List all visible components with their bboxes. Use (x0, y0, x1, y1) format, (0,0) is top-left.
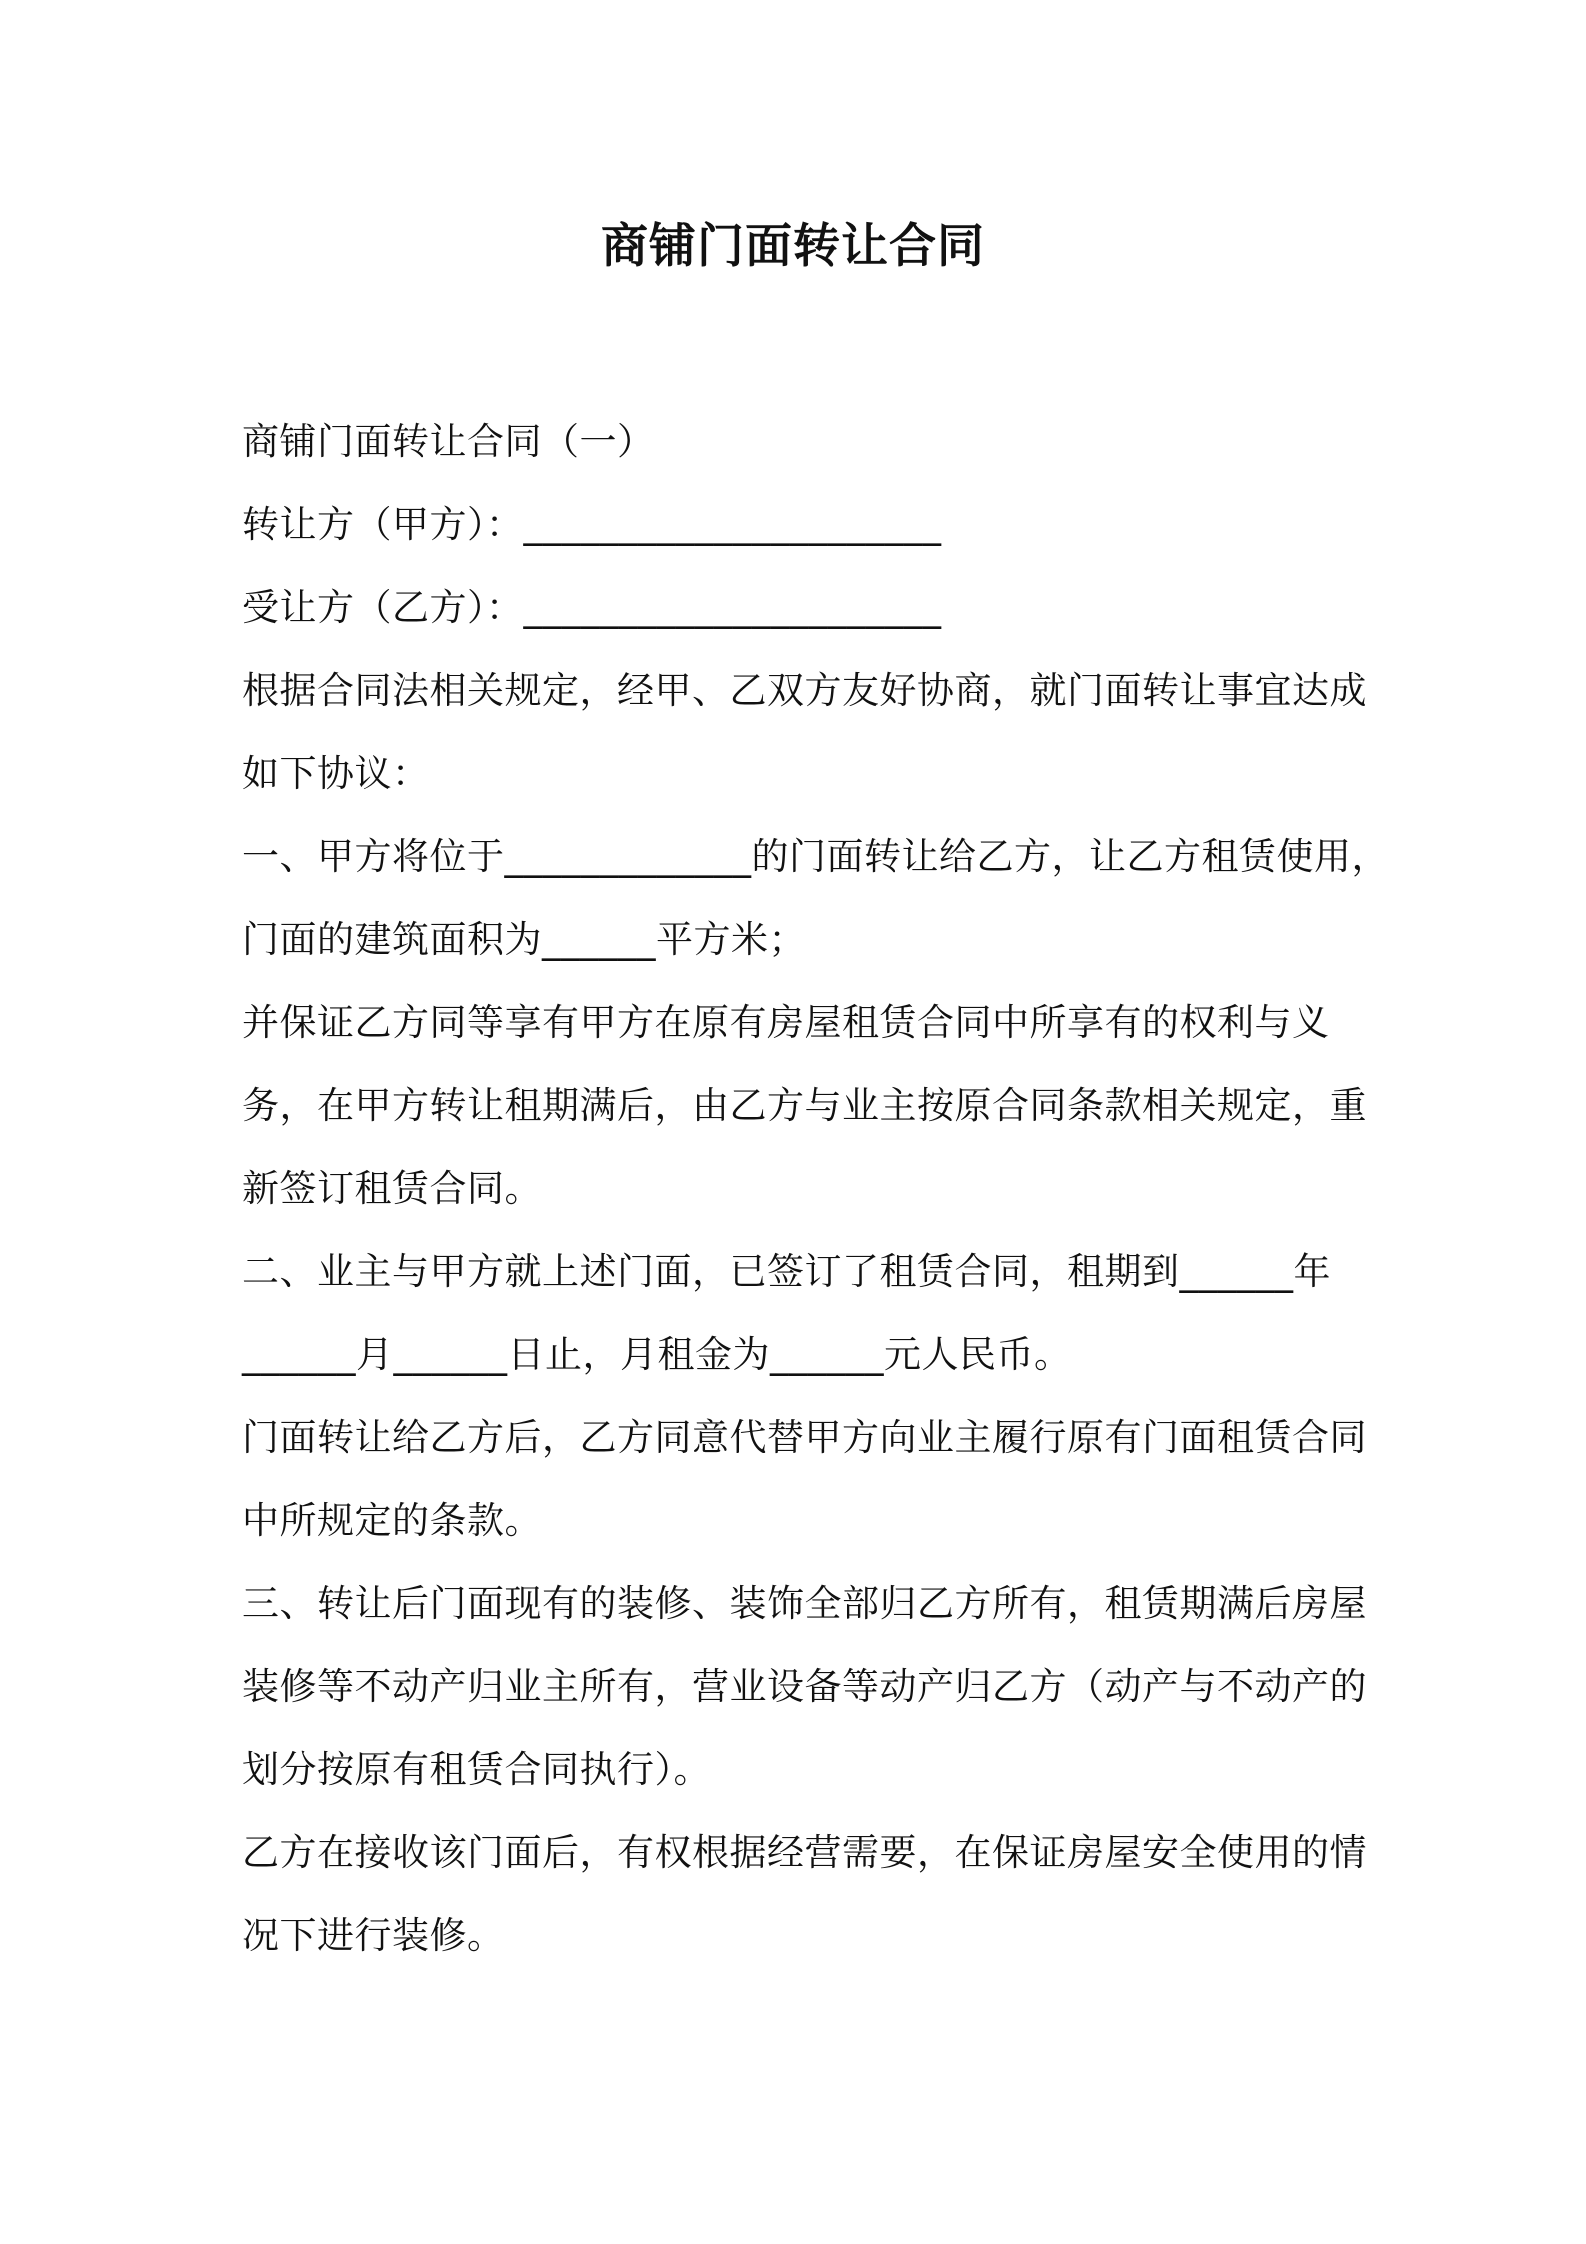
paragraph-line: 门面转让给乙方后，乙方同意代替甲方向业主履行原有门面租赁合同 (242, 1416, 1367, 1459)
paragraph-line: 装修等不动产归业主所有，营业设备等动产归乙方（动产与不动产的 (242, 1665, 1367, 1708)
paragraph-line: 根据合同法相关规定，经甲、乙双方友好协商，就门面转让事宜达成 (242, 669, 1367, 712)
paragraph-line: 门面的建筑面积为______平方米； (242, 918, 806, 961)
document-title: 商铺门面转让合同 (601, 219, 985, 274)
transferee-line: 受让方（乙方）：______________________ (242, 586, 942, 629)
paragraph-line: ______月______日止，月租金为______元人民币。 (242, 1333, 1072, 1376)
paragraph-line: 务，在甲方转让租期满后，由乙方与业主按原合同条款相关规定，重 (242, 1084, 1367, 1127)
paragraph-line: 三、转让后门面现有的装修、装饰全部归乙方所有，租赁期满后房屋 (242, 1582, 1367, 1625)
paragraph-line: 乙方在接收该门面后，有权根据经营需要，在保证房屋安全使用的情 (242, 1831, 1367, 1874)
section-heading: 商铺门面转让合同（一） (242, 420, 655, 463)
paragraph-line: 划分按原有租赁合同执行）。 (242, 1748, 711, 1791)
paragraph-line: 中所规定的条款。 (242, 1499, 542, 1542)
paragraph-line: 新签订租赁合同。 (242, 1167, 542, 1210)
document-body (242, 400, 1389, 1977)
paragraph-line: 一、甲方将位于_____________的门面转让给乙方，让乙方租赁使用， (242, 835, 1389, 878)
paragraph-line: 如下协议： (242, 752, 430, 795)
paragraph-line: 二、业主与甲方就上述门面，已签订了租赁合同，租期到______年 (242, 1250, 1331, 1293)
transferor-line: 转让方（甲方）：______________________ (242, 503, 942, 546)
paragraph-line: 并保证乙方同等享有甲方在原有房屋租赁合同中所享有的权利与义 (242, 1001, 1330, 1044)
paragraph-line: 况下进行装修。 (242, 1914, 505, 1957)
